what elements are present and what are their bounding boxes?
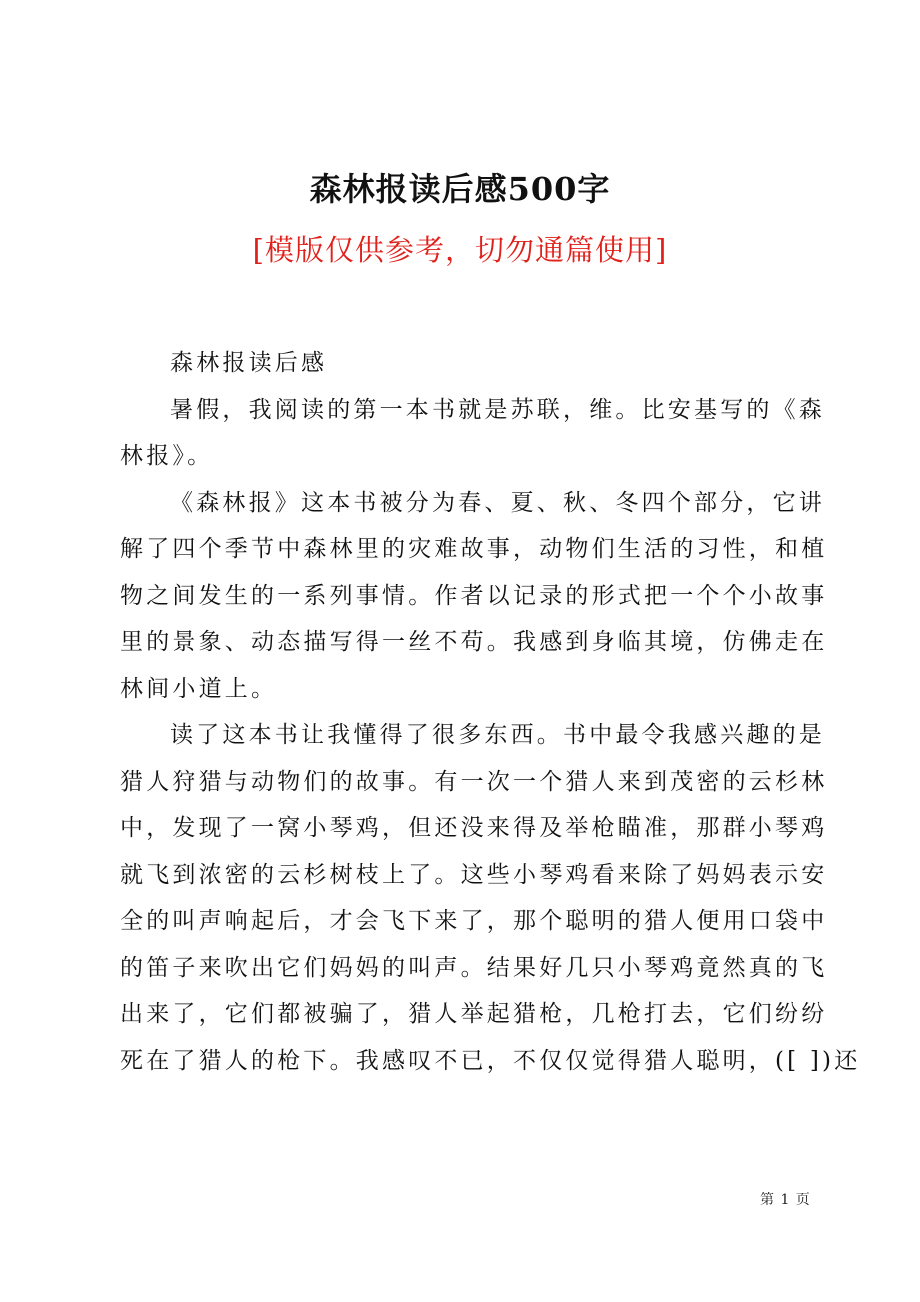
body-line: 里的景象、动态描写得一丝不苟。我感到身临其境，仿佛走在 [120,629,828,655]
body-line: 物之间发生的一系列事情。作者以记录的形式把一个个小故事 [120,582,828,609]
body-line: 读了这本书让我懂得了很多东西。书中最令我感兴趣的是 [170,722,825,748]
body-line: 《森林报》这本书被分为春、夏、秋、冬四个部分，它讲 [170,489,825,516]
page-number: 第 1 页 [760,1192,811,1208]
body-line: 就飞到浓密的云杉树枝上了。这些小琴鸡看来除了妈妈表示安 [120,861,828,888]
body-line: 猎人狩猎与动物们的故事。有一次一个猎人来到茂密的云杉林 [120,768,828,795]
body-line: 的笛子来吹出它们妈妈的叫声。结果好几只小琴鸡竟然真的飞 [120,954,828,981]
body-line: 全的叫声响起后，才会飞下来了，那个聪明的猎人便用口袋中 [120,908,828,934]
document-title: 森林报读后感500字 [309,170,611,208]
body-line: 死在了猎人的枪下。我感叹不已，不仅仅觉得猎人聪明，([ ])还 [120,1047,861,1074]
body-line: 林间小道上。 [120,675,278,702]
body-line: 出来了，它们都被骗了，猎人举起猎枪，几枪打去，它们纷纷 [120,1001,828,1027]
body-line: 暑假，我阅读的第一本书就是苏联，维。比安基写的《森 [170,396,825,423]
body-line: 中，发现了一窝小琴鸡，但还没来得及举枪瞄准，那群小琴鸡 [120,815,828,841]
body-line: 森林报读后感 [170,350,328,376]
template-notice: [模版仅供参考，切勿通篇使用] [252,233,668,267]
document-body [120,340,861,1084]
body-line: 林报》。 [120,443,214,469]
body-line: 解了四个季节中森林里的灾难故事，动物们生活的习性，和植 [120,536,828,562]
